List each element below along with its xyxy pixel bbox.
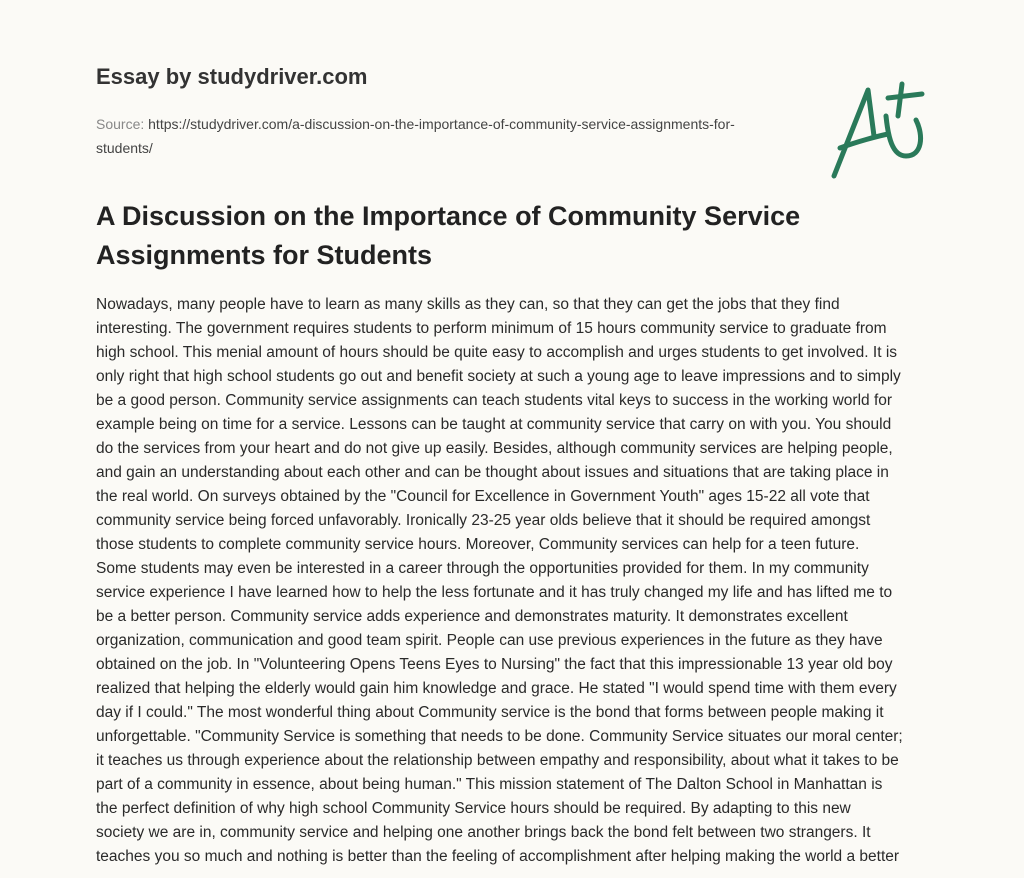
body-line: realized that helping the elderly would gain him knowledge and grace. He stated "I would spend time with them every (96, 680, 897, 697)
body-line: and gain an understanding about each other and can be thought about issues and situations that are taking place in (96, 464, 889, 481)
article-title: A Discussion on the Importance of Community Service Assignments for Students (96, 201, 801, 270)
body-line: teaches you so much and nothing is better than the feeling of accomplishment after helping making the world a better (96, 848, 900, 865)
body-line: society we are in, community service and helping one another brings back the bond felt between two strangers. It (96, 824, 871, 841)
body-line: obtained on the job. In "Volunteering Opens Teens Eyes to Nursing" the fact that this impressionable 13 year old boy (96, 656, 893, 673)
source-link[interactable]: https://studydriver.com/a-discussion-on-the-importance-of-community-service-assignments-for-students/ (96, 116, 735, 156)
body-line: day if I could." The most wonderful thing about Community service is the bond that forms between people making it (96, 704, 884, 721)
body-line: it teaches us through experience about the relationship between empathy and responsibility, about what it takes to be (96, 752, 899, 769)
body-line: those students to complete community service hours. Moreover, Community services can help for a teen future. (96, 536, 860, 553)
body-line: part of a community in essence, about being human." This mission statement of The Dalton School in Manhattan is (96, 776, 883, 793)
body-line: interesting. The government requires students to perform minimum of 15 hours community service to graduate from (96, 320, 887, 337)
body-line: organization, communication and good team spirit. People can use previous experiences in the future as they have (96, 632, 883, 649)
article-body (96, 293, 903, 869)
body-line: community service being forced unfavorably. Ironically 23-25 year olds believe that it should be required amongst (96, 512, 871, 529)
body-line: do the services from your heart and do not give up easily. Besides, although community services are helping people, (96, 440, 893, 457)
site-title: Essay by studydriver.com (96, 64, 368, 89)
body-line: unforgettable. "Community Service is something that needs to be done. Community Service situates our moral center; (96, 728, 903, 745)
body-line: the perfect definition of why high school Community Service hours should be required. By adapting to this new (96, 800, 851, 817)
body-line: only right that high school students go out and benefit society at such a young age to leave impressions and to simply (96, 368, 901, 385)
body-line: be a good person. Community service assignments can teach students vital keys to success in the working world for (96, 392, 893, 409)
body-line: be a better person. Community service adds experience and demonstrates maturity. It demonstrates excellent (96, 608, 848, 625)
body-line: the real world. On surveys obtained by the "Council for Excellence in Government Youth" ages 15-22 all vote that (96, 488, 870, 505)
source-label: Source: (96, 116, 145, 132)
body-line: Nowadays, many people have to learn as many skills as they can, so that they can get the jobs that they find (96, 296, 840, 313)
body-line: service experience I have learned how to help the less fortunate and it has truly changed my life and has lifted me to (96, 584, 893, 601)
body-line: example being on time for a service. Lessons can be taught at community service that carry on with you. You should (96, 416, 892, 433)
body-line: high school. This menial amount of hours should be quite easy to accomplish and urges students to get involved. It is (96, 344, 898, 361)
a-plus-grade-logo (826, 76, 936, 186)
body-line: Some students may even be interested in a career through the opportunities provided for them. In my community (96, 560, 869, 577)
source-line (96, 112, 736, 160)
